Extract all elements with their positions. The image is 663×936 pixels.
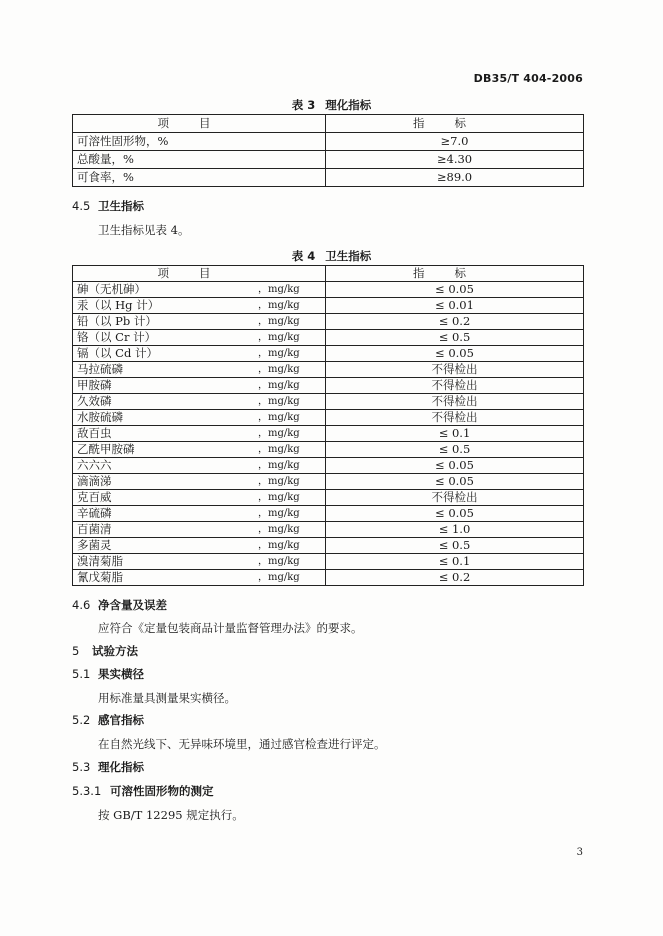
table4-item-cell (73, 314, 326, 330)
table4-item-cell (73, 506, 326, 522)
section-number: 4.5 (72, 199, 91, 213)
table4-item-name: 久效磷 (77, 394, 112, 408)
table4-item-unit: ，mg/kg (258, 460, 300, 471)
table4-item-cell (73, 394, 326, 410)
table4-item-cell (73, 346, 326, 362)
section-4-6-heading (72, 597, 167, 613)
table-row (73, 490, 584, 506)
section-title: 可溶性固形物的测定 (110, 784, 214, 798)
section-number: 5.3 (72, 760, 91, 774)
table3-row3-item: 可食率，% (73, 169, 326, 187)
table4-value-cell: ≤ 0.05 (326, 474, 584, 490)
table4-value-cell: ≤ 0.05 (326, 506, 584, 522)
table4-value-cell: 不得检出 (326, 378, 584, 394)
section-title: 果实横径 (98, 667, 144, 681)
table3-row2-item: 总酸量，% (73, 151, 326, 169)
table4-value-cell: ≤ 0.05 (326, 282, 584, 298)
section-5-3-1-text: 按 GB/T 12295 规定执行。 (98, 808, 244, 822)
table3-col-item: 项目 (73, 115, 326, 133)
table4-item-name: 铅（以 Pb 计） (77, 314, 157, 328)
table4-item-name: 多菌灵 (77, 538, 112, 552)
table4-item-name: 溴清菊脂 (77, 554, 123, 568)
table4-item-cell (73, 458, 326, 474)
table4-value-cell: 不得检出 (326, 490, 584, 506)
table-row (73, 282, 584, 298)
table4-value-cell: 不得检出 (326, 394, 584, 410)
table3-header-row (73, 115, 584, 133)
table4-item-unit: ，mg/kg (258, 556, 300, 567)
table4-item-unit: ，mg/kg (258, 428, 300, 439)
table4-item-name: 克百威 (77, 490, 112, 504)
table4-col-item: 项目 (73, 266, 326, 282)
table3-row1-value: ≥7.0 (326, 133, 584, 151)
table-row (73, 426, 584, 442)
table4 (72, 265, 584, 586)
table4-item-name: 汞（以 Hg 计） (77, 298, 160, 312)
table4-item-cell (73, 490, 326, 506)
section-number: 5.3.1 (72, 784, 102, 798)
section-5-3-1-heading (72, 783, 214, 799)
table-row (73, 298, 584, 314)
table4-item-cell (73, 570, 326, 586)
table4-value-cell: ≤ 0.1 (326, 426, 584, 442)
section-title: 试验方法 (92, 644, 138, 658)
table4-caption-no: 表 4 (291, 249, 316, 263)
section-5-3-heading (72, 759, 144, 775)
table4-item-name: 砷（无机砷） (77, 282, 146, 296)
table-row (73, 133, 584, 151)
table4-item-cell (73, 410, 326, 426)
table4-item-unit: ，mg/kg (258, 476, 300, 487)
table4-item-name: 甲胺磷 (77, 378, 112, 392)
table3-col-value: 指标 (326, 115, 584, 133)
table4-item-cell (73, 442, 326, 458)
table4-item-name: 乙酰甲胺磷 (77, 442, 135, 456)
table4-value-cell: ≤ 0.2 (326, 570, 584, 586)
table4-item-cell (73, 538, 326, 554)
table4-item-cell (73, 282, 326, 298)
table4-item-name: 水胺硫磷 (77, 410, 123, 424)
table4-value-cell: ≤ 0.05 (326, 346, 584, 362)
table4-item-unit: ，mg/kg (258, 284, 300, 295)
table3-caption-title: 理化指标 (325, 98, 372, 112)
table4-value-cell: ≤ 0.1 (326, 554, 584, 570)
table4-item-name: 铬（以 Cr 计） (77, 330, 157, 344)
table-row (73, 151, 584, 169)
table4-item-unit: ，mg/kg (258, 348, 300, 359)
table4-item-cell (73, 522, 326, 538)
section-4-5-text: 卫生指标见表 4。 (98, 223, 190, 237)
table-row (73, 169, 584, 187)
table4-item-unit: ，mg/kg (258, 524, 300, 535)
table4-item-cell (73, 474, 326, 490)
table4-item-name: 镉（以 Cd 计） (77, 346, 158, 360)
table4-item-name: 百菌清 (77, 522, 112, 536)
table-row (73, 442, 584, 458)
table-row (73, 538, 584, 554)
section-number: 5.1 (72, 667, 91, 681)
table4-item-name: 六六六 (77, 458, 112, 472)
table4-value-cell: ≤ 1.0 (326, 522, 584, 538)
table-row (73, 314, 584, 330)
table3-caption-no: 表 3 (291, 98, 316, 112)
section-title: 卫生指标 (98, 199, 144, 213)
table-row (73, 522, 584, 538)
table4-item-name: 马拉硫磷 (77, 362, 123, 376)
section-4-6-text: 应符合《定量包装商品计量监督管理办法》的要求。 (98, 621, 363, 635)
table4-col-value: 指标 (326, 266, 584, 282)
section-5-1-heading (72, 666, 144, 682)
table4-item-unit: ，mg/kg (258, 364, 300, 375)
table4-value-cell: ≤ 0.5 (326, 330, 584, 346)
page-number: 3 (576, 847, 583, 858)
table4-value-cell: 不得检出 (326, 362, 584, 378)
table4-caption (0, 248, 663, 264)
section-number: 5.2 (72, 713, 91, 727)
table4-item-name: 氰戊菊脂 (77, 570, 123, 584)
table4-item-cell (73, 298, 326, 314)
table-row (73, 474, 584, 490)
table4-value-cell: ≤ 0.5 (326, 538, 584, 554)
table-row (73, 362, 584, 378)
table-row (73, 554, 584, 570)
table4-item-unit: ，mg/kg (258, 396, 300, 407)
table-row (73, 346, 584, 362)
table-row (73, 378, 584, 394)
table4-value-cell: 不得检出 (326, 410, 584, 426)
table4-item-unit: ，mg/kg (258, 572, 300, 583)
section-title: 感官指标 (98, 713, 144, 727)
table3-caption (0, 97, 663, 113)
table4-value-cell: ≤ 0.01 (326, 298, 584, 314)
section-4-5-heading (72, 198, 144, 214)
table3-row2-value: ≥4.30 (326, 151, 584, 169)
section-5-heading (72, 643, 138, 659)
table4-value-cell: ≤ 0.5 (326, 442, 584, 458)
table3-row3-value: ≥89.0 (326, 169, 584, 187)
table-row (73, 410, 584, 426)
table4-item-unit: ，mg/kg (258, 492, 300, 503)
section-number: 5 (72, 644, 80, 658)
table4-item-cell (73, 330, 326, 346)
table-row (73, 330, 584, 346)
table4-item-cell (73, 378, 326, 394)
table-row (73, 506, 584, 522)
section-title: 理化指标 (98, 760, 144, 774)
table4-value-cell: ≤ 0.2 (326, 314, 584, 330)
table4-item-unit: ，mg/kg (258, 300, 300, 311)
table4-item-unit: ，mg/kg (258, 332, 300, 343)
table-row (73, 458, 584, 474)
section-5-1-text: 用标准量具测量果实横径。 (98, 691, 236, 705)
table4-header-row (73, 266, 584, 282)
table4-item-unit: ，mg/kg (258, 444, 300, 455)
section-number: 4.6 (72, 598, 91, 612)
table4-item-name: 滴滴涕 (77, 474, 112, 488)
table4-item-unit: ，mg/kg (258, 508, 300, 519)
section-title: 净含量及误差 (98, 598, 167, 612)
table-row (73, 570, 584, 586)
table4-item-unit: ，mg/kg (258, 316, 300, 327)
table4-item-cell (73, 554, 326, 570)
table4-item-unit: ，mg/kg (258, 412, 300, 423)
table4-caption-title: 卫生指标 (325, 249, 372, 263)
table4-item-cell (73, 362, 326, 378)
table3-row1-item: 可溶性固形物，% (73, 133, 326, 151)
section-5-2-text: 在自然光线下、无异味环境里，通过感官检查进行评定。 (98, 737, 386, 751)
table4-item-unit: ，mg/kg (258, 540, 300, 551)
standard-code: DB35/T 404-2006 (473, 72, 583, 85)
table-row (73, 394, 584, 410)
table4-item-name: 敌百虫 (77, 426, 112, 440)
section-5-2-heading (72, 712, 144, 728)
table4-item-unit: ，mg/kg (258, 380, 300, 391)
table4-value-cell: ≤ 0.05 (326, 458, 584, 474)
table3 (72, 114, 584, 187)
table4-item-cell (73, 426, 326, 442)
table4-item-name: 辛硫磷 (77, 506, 112, 520)
